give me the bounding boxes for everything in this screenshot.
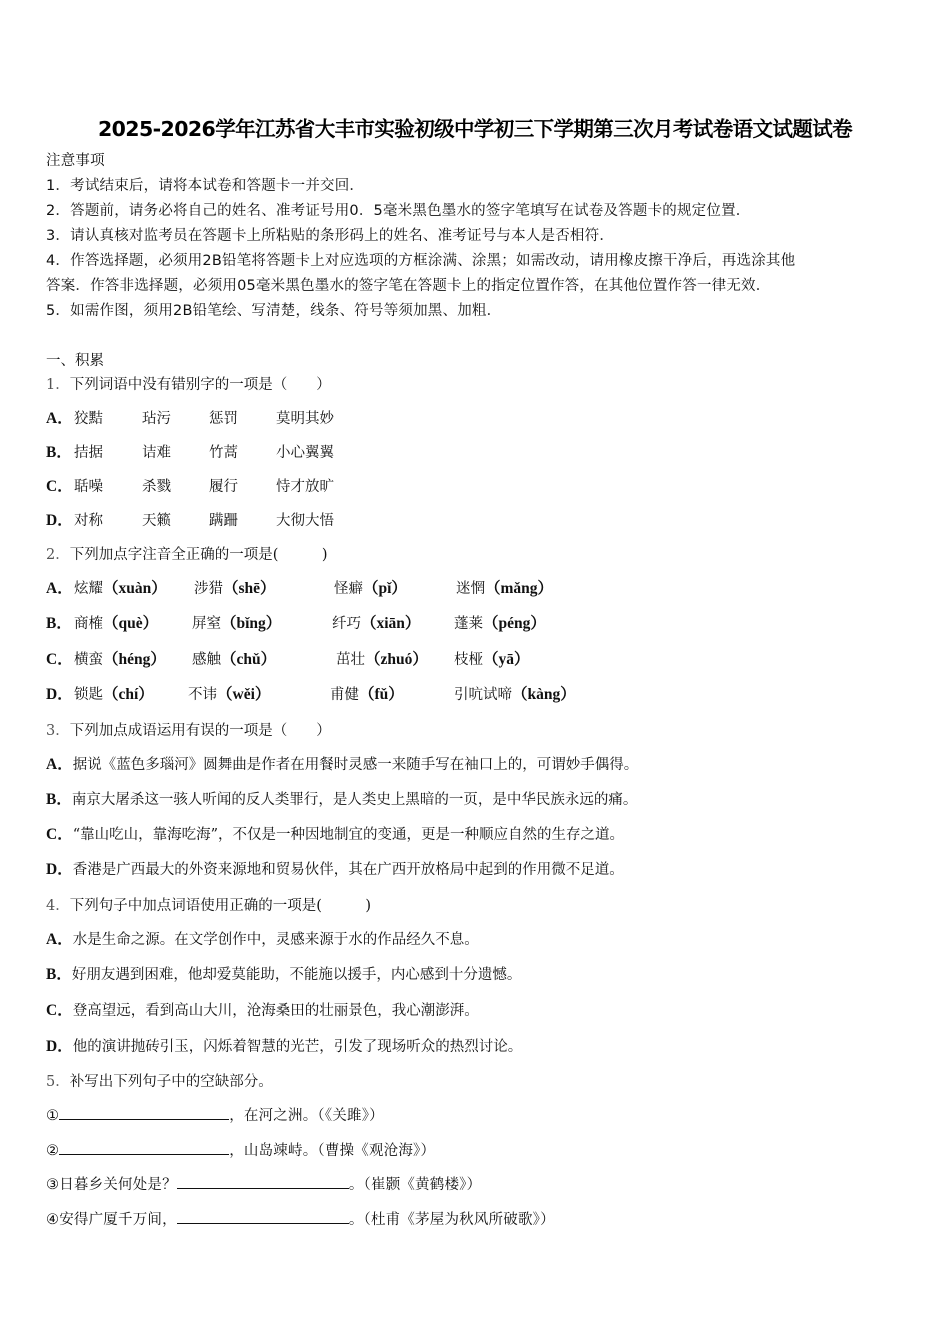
option-word: 杀戮	[142, 479, 171, 495]
option-text: 他的演讲抛砖引玉，闪烁着智慧的光芒，引发了现场听众的热烈讨论。	[72, 1039, 523, 1055]
option-word: 小心翼翼	[276, 445, 334, 461]
pinyin: （fǔ）	[359, 686, 404, 703]
option-label: C．	[46, 478, 73, 495]
option-word: 感触	[192, 652, 221, 668]
question-2-option-b[interactable]	[46, 614, 606, 634]
pinyin: （xiān）	[361, 615, 421, 632]
option-word: 诘难	[142, 445, 171, 461]
question-2-option-c[interactable]	[46, 650, 606, 670]
option-label: B．	[46, 966, 72, 983]
question-3-option-c[interactable]	[46, 825, 624, 845]
fill-prefix: 安得广厦千万间，	[59, 1212, 177, 1228]
question-1-stem	[46, 375, 331, 395]
notice-heading: 注意事项	[46, 153, 105, 169]
question-5-stem	[46, 1072, 273, 1092]
option-word: 商榷	[74, 616, 103, 632]
question-text: 下列加点成语运用有误的一项是（ ）	[69, 723, 331, 739]
question-1-option-c[interactable]	[46, 477, 446, 497]
fill-marker: ①	[46, 1108, 60, 1124]
fill-item-2	[46, 1140, 435, 1161]
section-heading: 一、积累	[46, 353, 104, 369]
question-2-stem	[46, 545, 328, 565]
option-word: 大彻大悟	[276, 513, 334, 529]
fill-suffix: 。（崔颢《黄鹤楼》）	[348, 1177, 482, 1193]
question-number: 3．	[46, 723, 70, 739]
pinyin: （héng）	[103, 651, 166, 668]
option-word: 屏窒	[192, 616, 221, 632]
fill-blank[interactable]	[177, 1174, 349, 1189]
option-word: 对称	[74, 513, 103, 529]
fill-blank[interactable]	[177, 1209, 349, 1224]
option-word: 莫明其妙	[276, 411, 334, 427]
option-word: 横蛮	[74, 652, 103, 668]
notice-item: 3．请认真核对监考员在答题卡上所粘贴的条形码上的姓名、准考证号与本人是否相符．	[46, 228, 615, 244]
option-label: D．	[46, 512, 73, 529]
option-label: C．	[46, 651, 73, 668]
fill-suffix: ，在河之洲。（《关雎》）	[229, 1108, 384, 1124]
question-number: 1．	[46, 377, 70, 393]
fill-prefix: 日暮乡关何处是？	[59, 1177, 177, 1193]
option-label: D．	[46, 1038, 73, 1055]
option-word: 玷污	[142, 411, 171, 427]
option-text: “靠山吃山，靠海吃海”，不仅是一种因地制宜的变通，更是一种顺应自然的生存之道。	[72, 827, 625, 843]
option-text: 登高望远，看到高山大川，沧海桑田的壮丽景色，我心潮澎湃。	[72, 1003, 479, 1019]
option-label: A．	[46, 410, 73, 427]
question-4-option-b[interactable]	[46, 965, 521, 985]
pinyin: （pǐ）	[363, 580, 407, 597]
option-word: 涉猎	[194, 581, 223, 597]
pinyin: （shē）	[223, 580, 276, 597]
fill-marker: ②	[46, 1143, 60, 1159]
option-label: B．	[46, 615, 72, 632]
question-4-stem	[46, 896, 371, 916]
question-number: 4．	[46, 898, 70, 914]
option-word: 履行	[209, 479, 238, 495]
option-word: 惩罚	[209, 411, 238, 427]
question-3-option-d[interactable]	[46, 860, 624, 880]
notice-item: 答案．作答非选择题，必须用05毫米黑色墨水的签字笔在答题卡上的指定位置作答，在其他位置作答一律无效．	[46, 278, 771, 294]
pinyin: （chǔ）	[221, 651, 277, 668]
question-3-option-b[interactable]	[46, 790, 637, 810]
notice-item: 1．考试结束后，请将本试卷和答题卡一并交回．	[46, 178, 365, 194]
option-word: 狡黠	[74, 411, 103, 427]
question-3-stem	[46, 721, 331, 741]
notice-item: 4．作答选择题，必须用2B铅笔将答题卡上对应选项的方框涂满、涂黑；如需改动，请用橡皮擦干净后，再选涂其他	[46, 253, 796, 269]
pinyin: （bǐng）	[221, 615, 282, 632]
fill-marker: ④	[46, 1212, 60, 1228]
option-word: 聒噪	[74, 479, 103, 495]
notice-item: 5．如需作图，须用2B铅笔绘、写清楚，线条、符号等须加黑、加粗．	[46, 303, 502, 319]
option-word: 蹒跚	[209, 513, 238, 529]
option-word: 枝桠	[454, 652, 483, 668]
option-text: 南京大屠杀这一骇人听闻的反人类罪行，是人类史上黑暗的一页，是中华民族永远的痛。	[71, 792, 638, 808]
option-label: B．	[46, 444, 72, 461]
option-word: 炫耀	[74, 581, 103, 597]
option-word: 锁匙	[74, 687, 103, 703]
option-word: 竹蒿	[209, 445, 238, 461]
fill-suffix: ，山岛竦峙。（曹操《观沧海》）	[229, 1143, 436, 1159]
option-text: 水是生命之源。在文学创作中，灵感来源于水的作品经久不息。	[72, 932, 479, 948]
option-word: 恃才放旷	[276, 479, 334, 495]
pinyin: （wěi）	[217, 686, 271, 703]
fill-blank[interactable]	[59, 1105, 229, 1120]
option-word: 天籁	[142, 513, 171, 529]
question-1-option-d[interactable]	[46, 511, 446, 531]
question-4-option-c[interactable]	[46, 1001, 479, 1021]
pinyin: （chí）	[103, 686, 154, 703]
question-3-option-a[interactable]	[46, 755, 638, 775]
option-word: 茁壮	[336, 652, 365, 668]
pinyin: （yā）	[483, 651, 530, 668]
fill-blank[interactable]	[59, 1140, 229, 1155]
option-label: D．	[46, 686, 73, 703]
option-label: B．	[46, 791, 72, 808]
fill-item-3	[46, 1174, 481, 1195]
option-word: 甫健	[330, 687, 359, 703]
option-label: A．	[46, 756, 73, 773]
question-4-option-d[interactable]	[46, 1037, 522, 1057]
question-1-option-a[interactable]	[46, 409, 446, 429]
pinyin: （zhuó）	[365, 651, 428, 668]
page-title: 2025-2026学年江苏省大丰市实验初级中学初三下学期第三次月考试卷语文试题试卷	[97, 117, 853, 141]
fill-item-4	[46, 1209, 555, 1230]
question-text: 下列加点字注音全正确的一项是( )	[69, 547, 328, 563]
pinyin: （mǎng）	[485, 580, 554, 597]
option-word: 怪癖	[334, 581, 363, 597]
option-text: 香港是广西最大的外资来源地和贸易伙伴，其在广西开放格局中起到的作用微不足道。	[72, 862, 624, 878]
notice-item: 2．答题前，请务必将自己的姓名、准考证号用0．5毫米黑色墨水的签字笔填写在试卷及答题卡的规定位置．	[46, 203, 751, 219]
option-word: 拮据	[74, 445, 103, 461]
question-2-option-a[interactable]	[46, 579, 606, 599]
question-text: 下列句子中加点词语使用正确的一项是( )	[69, 898, 372, 914]
fill-suffix: 。（杜甫《茅屋为秋风所破歌》）	[348, 1212, 555, 1228]
option-text: 据说《蓝色多瑙河》圆舞曲是作者在用餐时灵感一来随手写在袖口上的，可谓妙手偶得。	[72, 757, 639, 773]
pinyin: （què）	[103, 615, 159, 632]
option-label: A．	[46, 931, 73, 948]
question-4-option-a[interactable]	[46, 930, 479, 950]
option-word: 迷惘	[456, 581, 485, 597]
question-text: 补写出下列句子中的空缺部分。	[69, 1074, 273, 1090]
pinyin: （kàng）	[512, 686, 576, 703]
fill-marker: ③	[46, 1177, 60, 1193]
question-text: 下列词语中没有错别字的一项是（ ）	[69, 377, 331, 393]
option-label: C．	[46, 826, 73, 843]
question-number: 2．	[46, 547, 70, 563]
option-word: 引吭试啼	[454, 687, 512, 703]
option-word: 不讳	[188, 687, 217, 703]
option-word: 蓬莱	[454, 616, 483, 632]
option-label: C．	[46, 1002, 73, 1019]
pinyin: （xuàn）	[103, 580, 167, 597]
pinyin: （péng）	[483, 615, 546, 632]
option-text: 好朋友遇到困难，他却爱莫能助，不能施以援手，内心感到十分遗憾。	[71, 967, 522, 983]
option-label: A．	[46, 580, 73, 597]
question-number: 5．	[46, 1074, 70, 1090]
option-label: D．	[46, 861, 73, 878]
option-word: 纤巧	[332, 616, 361, 632]
question-2-option-d[interactable]	[46, 685, 606, 705]
fill-item-1	[46, 1105, 384, 1126]
question-1-option-b[interactable]	[46, 443, 446, 463]
